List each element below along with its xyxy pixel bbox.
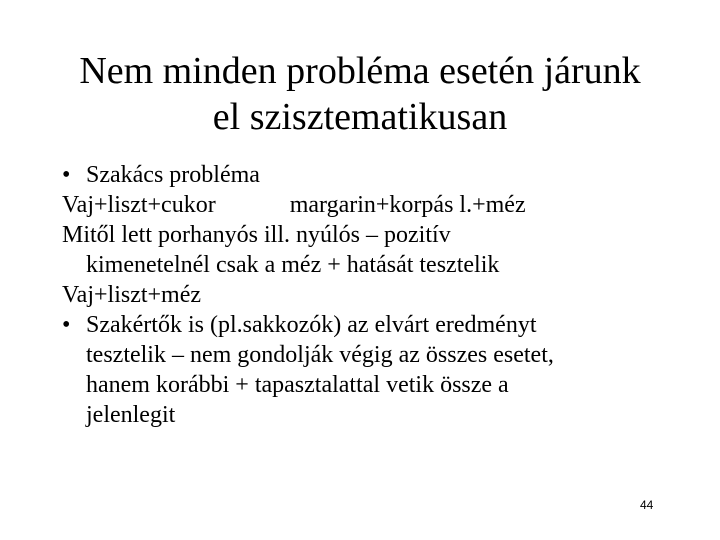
question-line: Mitől lett porhanyós ill. nyúlós – pozitív	[62, 222, 451, 248]
bullet-item-cook-problem	[62, 160, 682, 190]
title-line-1: Nem minden probléma esetén járunk	[79, 50, 641, 92]
bullet-text: Szakács probléma	[86, 162, 260, 188]
title-line-2: el szisztematikusan	[212, 96, 508, 138]
recipe-comparison-line	[62, 190, 682, 220]
bullet-icon: •	[62, 162, 71, 188]
bullet-icon: •	[62, 312, 71, 338]
experts-line-3: hanem korábbi + tapasztalattal vetik össze a	[86, 372, 509, 398]
recipe-left: Vaj+liszt+cukor	[62, 192, 216, 218]
page-number: 44	[640, 498, 654, 512]
bullet-text: Szakértők is (pl.sakkozók) az elvárt eredményt	[86, 312, 537, 338]
bullet-item-experts	[62, 310, 682, 340]
question-line-continued: kimenetelnél csak a méz + hatását tesztelik	[86, 252, 500, 278]
slide-title	[30, 48, 690, 140]
experts-line-2: tesztelik – nem gondolják végig az összes esetet,	[86, 342, 554, 368]
recipe-result-line: Vaj+liszt+méz	[62, 282, 202, 308]
experts-line-4: jelenlegit	[86, 402, 176, 428]
recipe-right: margarin+korpás l.+méz	[289, 192, 526, 218]
slide-body	[62, 160, 682, 430]
